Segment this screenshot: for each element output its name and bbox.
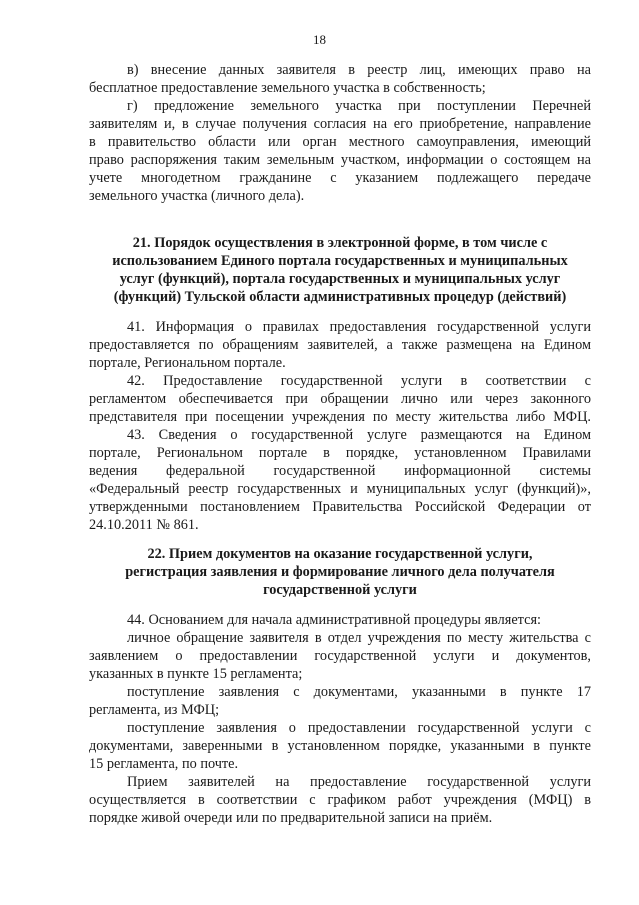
page-number: 18 (313, 32, 326, 47)
heading-line: услуг (функций), портала государственных и муниципальных услуг (119, 271, 561, 287)
text-line: предоставляется по обращениям заявителей, а также размещена на Едином (89, 337, 591, 353)
text-line: утвержденными постановлением Правительства Российской Федерации от (89, 499, 591, 515)
text-line: 24.10.2011 № 861. (89, 517, 199, 533)
text-line: ведения федеральной государственной информационной системы (89, 463, 591, 479)
text-line: регламентом обеспечивается при обращении лично или через законного (89, 391, 591, 407)
heading-line: государственной услуги (263, 582, 417, 598)
text-line: заявителям и, в случае получения согласия на его приобретение, направление (89, 116, 591, 132)
paragraph-block-41-43 (89, 318, 591, 534)
text-line: портале, Региональном портале в порядке, установленном Правилами (89, 445, 591, 461)
heading-line: регистрация заявления и формирование личного дела получателя (125, 564, 555, 580)
text-line: представителя при посещении учреждения по месту жительства либо МФЦ. (89, 409, 591, 425)
text-line: поступление заявления с документами, указанными в пункте 17 (127, 684, 591, 700)
text-line: заявлением о предоставлении государственной услуги и документов, (89, 648, 591, 664)
text-line: указанных в пункте 15 регламента; (89, 666, 303, 682)
text-line: 44. Основанием для начала административной процедуры является: (127, 612, 541, 628)
text-line: учете многодетном гражданине с указанием подлежащего передаче (89, 170, 591, 186)
text-line: в правительство области или орган местного самоуправления, имеющий (89, 134, 591, 150)
heading-line: 21. Порядок осуществления в электронной форме, в том числе с (132, 235, 548, 251)
heading-line: использованием Единого портала государственных и муниципальных (112, 253, 568, 269)
text-line: поступление заявления о предоставлении государственной услуги с (127, 720, 591, 736)
text-line: личное обращение заявителя в отдел учреждения по месту жительства с (127, 630, 591, 646)
text-line: 43. Сведения о государственной услуге размещаются на Едином (127, 427, 591, 443)
text-line: земельного участка (личного дела). (89, 188, 305, 204)
text-line: г) предложение земельного участка при поступлении Перечней (127, 98, 591, 114)
text-line: «Федеральный реестр государственных и муниципальных услуг (функций)», (89, 481, 591, 497)
text-line: 42. Предоставление государственной услуги в соответствии с (127, 373, 591, 389)
text-line: осуществляется в соответствии с графиком работ учреждения (МФЦ) в (89, 792, 591, 808)
section-heading-21 (89, 234, 591, 306)
text-line: Прием заявителей на предоставление государственной услуги (127, 774, 591, 790)
heading-line: 22. Прием документов на оказание государственной услуги, (147, 546, 533, 562)
paragraph-block-items-v-g (89, 61, 591, 205)
text-line: 15 регламента, по почте. (89, 756, 239, 772)
text-line: бесплатное предоставление земельного участка в собственность; (89, 80, 486, 96)
section-heading-22 (89, 545, 591, 599)
text-line: регламента, из МФЦ; (89, 702, 220, 718)
text-line: 41. Информация о правилах предоставления государственной услуги (127, 319, 591, 335)
text-line: порядке живой очереди или по предварительной записи на приём. (89, 810, 493, 826)
heading-line: (функций) Тульской области административных процедур (действий) (113, 289, 567, 305)
paragraph-block-44 (89, 611, 591, 827)
text-line: документами, заверенными в установленном порядке, указанными в пункте (89, 738, 591, 754)
text-line: портале, Региональном портале. (89, 355, 286, 371)
text-line: в) внесение данных заявителя в реестр лиц, имеющих право на (127, 62, 591, 78)
text-line: право распоряжения таким земельным участком, информации о состоящем на (89, 152, 591, 168)
